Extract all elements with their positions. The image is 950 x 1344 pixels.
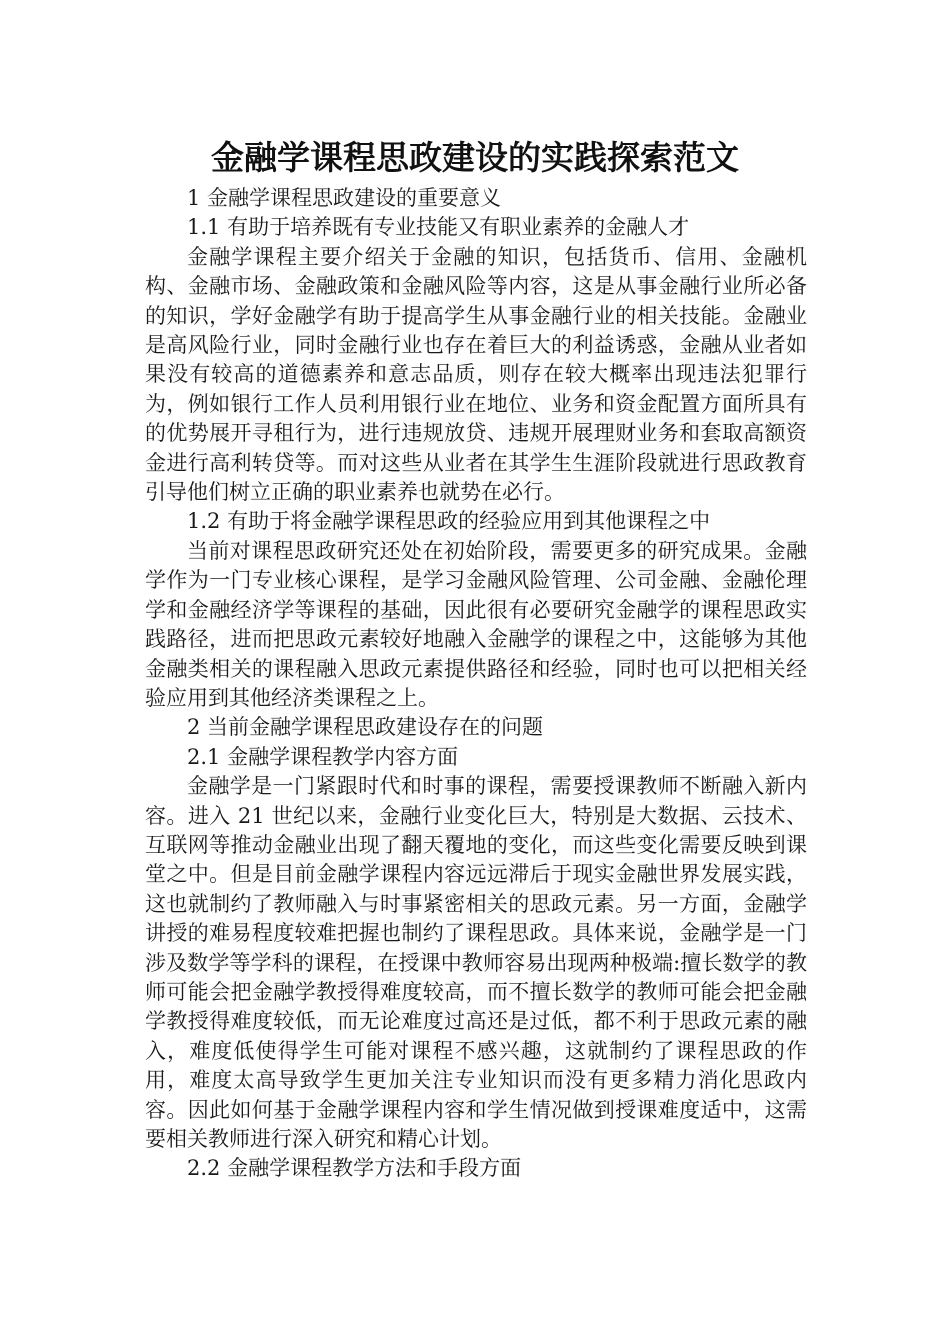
document-title: 金融学课程思政建设的实践探索范文 bbox=[211, 138, 739, 177]
body-paragraph: 当前对课程思政研究还处在初始阶段，需要更多的研究成果。金融学作为一门专业核心课程，是学习金融风险管理、公司金融、金融伦理学和金融经济学等课程的基础，因此很有必要研究金融学的课程思政实践路径，进而把思政元素较好地融入金融学的课程之中，这能够为其他金融类相关的课程融入思政元素提供路径和经验，同时也可以把相关经验应用到其他经济类课程之上。 bbox=[145, 538, 807, 710]
section-heading: 1 金融学课程思政建设的重要意义 bbox=[187, 186, 502, 210]
subsection-heading: 2.1 金融学课程教学内容方面 bbox=[187, 744, 459, 769]
subsection-heading: 2.2 金融学课程教学方法和手段方面 bbox=[187, 1156, 522, 1181]
section-heading: 2 当前金融学课程思政建设存在的问题 bbox=[187, 715, 544, 740]
document-body bbox=[145, 184, 807, 1184]
body-paragraph: 金融学是一门紧跟时代和时事的课程，需要授课教师不断融入新内容。进入 21 世纪以来，金融行业变化巨大，特别是大数据、云技术、互联网等推动金融业出现了翻天覆地的变化，而这些变化需要反映到课堂之中。但是目前金融学课程内容远远滞后于现实金融世界发展实践，这也就制约了教师融入与时事紧密相关的思政元素。另一方面，金融学讲授的难易程度较难把握也制约了课程思政。具体来说，金融学是一门涉及数学等学科的课程，在授课中教师容易出现两种极端:擅长数学的教师可能会把金融学教授得难度较高，而不擅长数学的教师可能会把金融学教授得难度较低，而无论难度过高还是过低，都不利于思政元素的融入，难度低使得学生可能对课程不感兴趣，这就制约了课程思政的作用，难度太高导致学生更加关注专业知识而没有更多精力消化思政内容。因此如何基于金融学课程内容和学生情况做到授课难度适中，这需要相关教师进行深入研究和精心计划。 bbox=[145, 774, 807, 1151]
body-paragraph: 金融学课程主要介绍关于金融的知识，包括货币、信用、金融机构、金融市场、金融政策和金融风险等内容，这是从事金融行业所必备的知识，学好金融学有助于提高学生从事金融行业的相关技能。金融业是高风险行业，同时金融行业也存在着巨大的利益诱惑，金融从业者如果没有较高的道德素养和意志品质，则存在较大概率出现违法犯罪行为，例如银行工作人员利用银行业在地位、业务和资金配置方面所具有的优势展开寻租行为，进行违规放贷、违规开展理财业务和套取高额资金进行高利转贷等。而对这些从业者在其学生生涯阶段就进行思政教育引导他们树立正确的职业素养也就势在必行。 bbox=[145, 244, 807, 505]
subsection-heading: 1.1 有助于培养既有专业技能又有职业素养的金融人才 bbox=[187, 215, 690, 240]
subsection-heading: 1.2 有助于将金融学课程思政的经验应用到其他课程之中 bbox=[187, 509, 711, 534]
